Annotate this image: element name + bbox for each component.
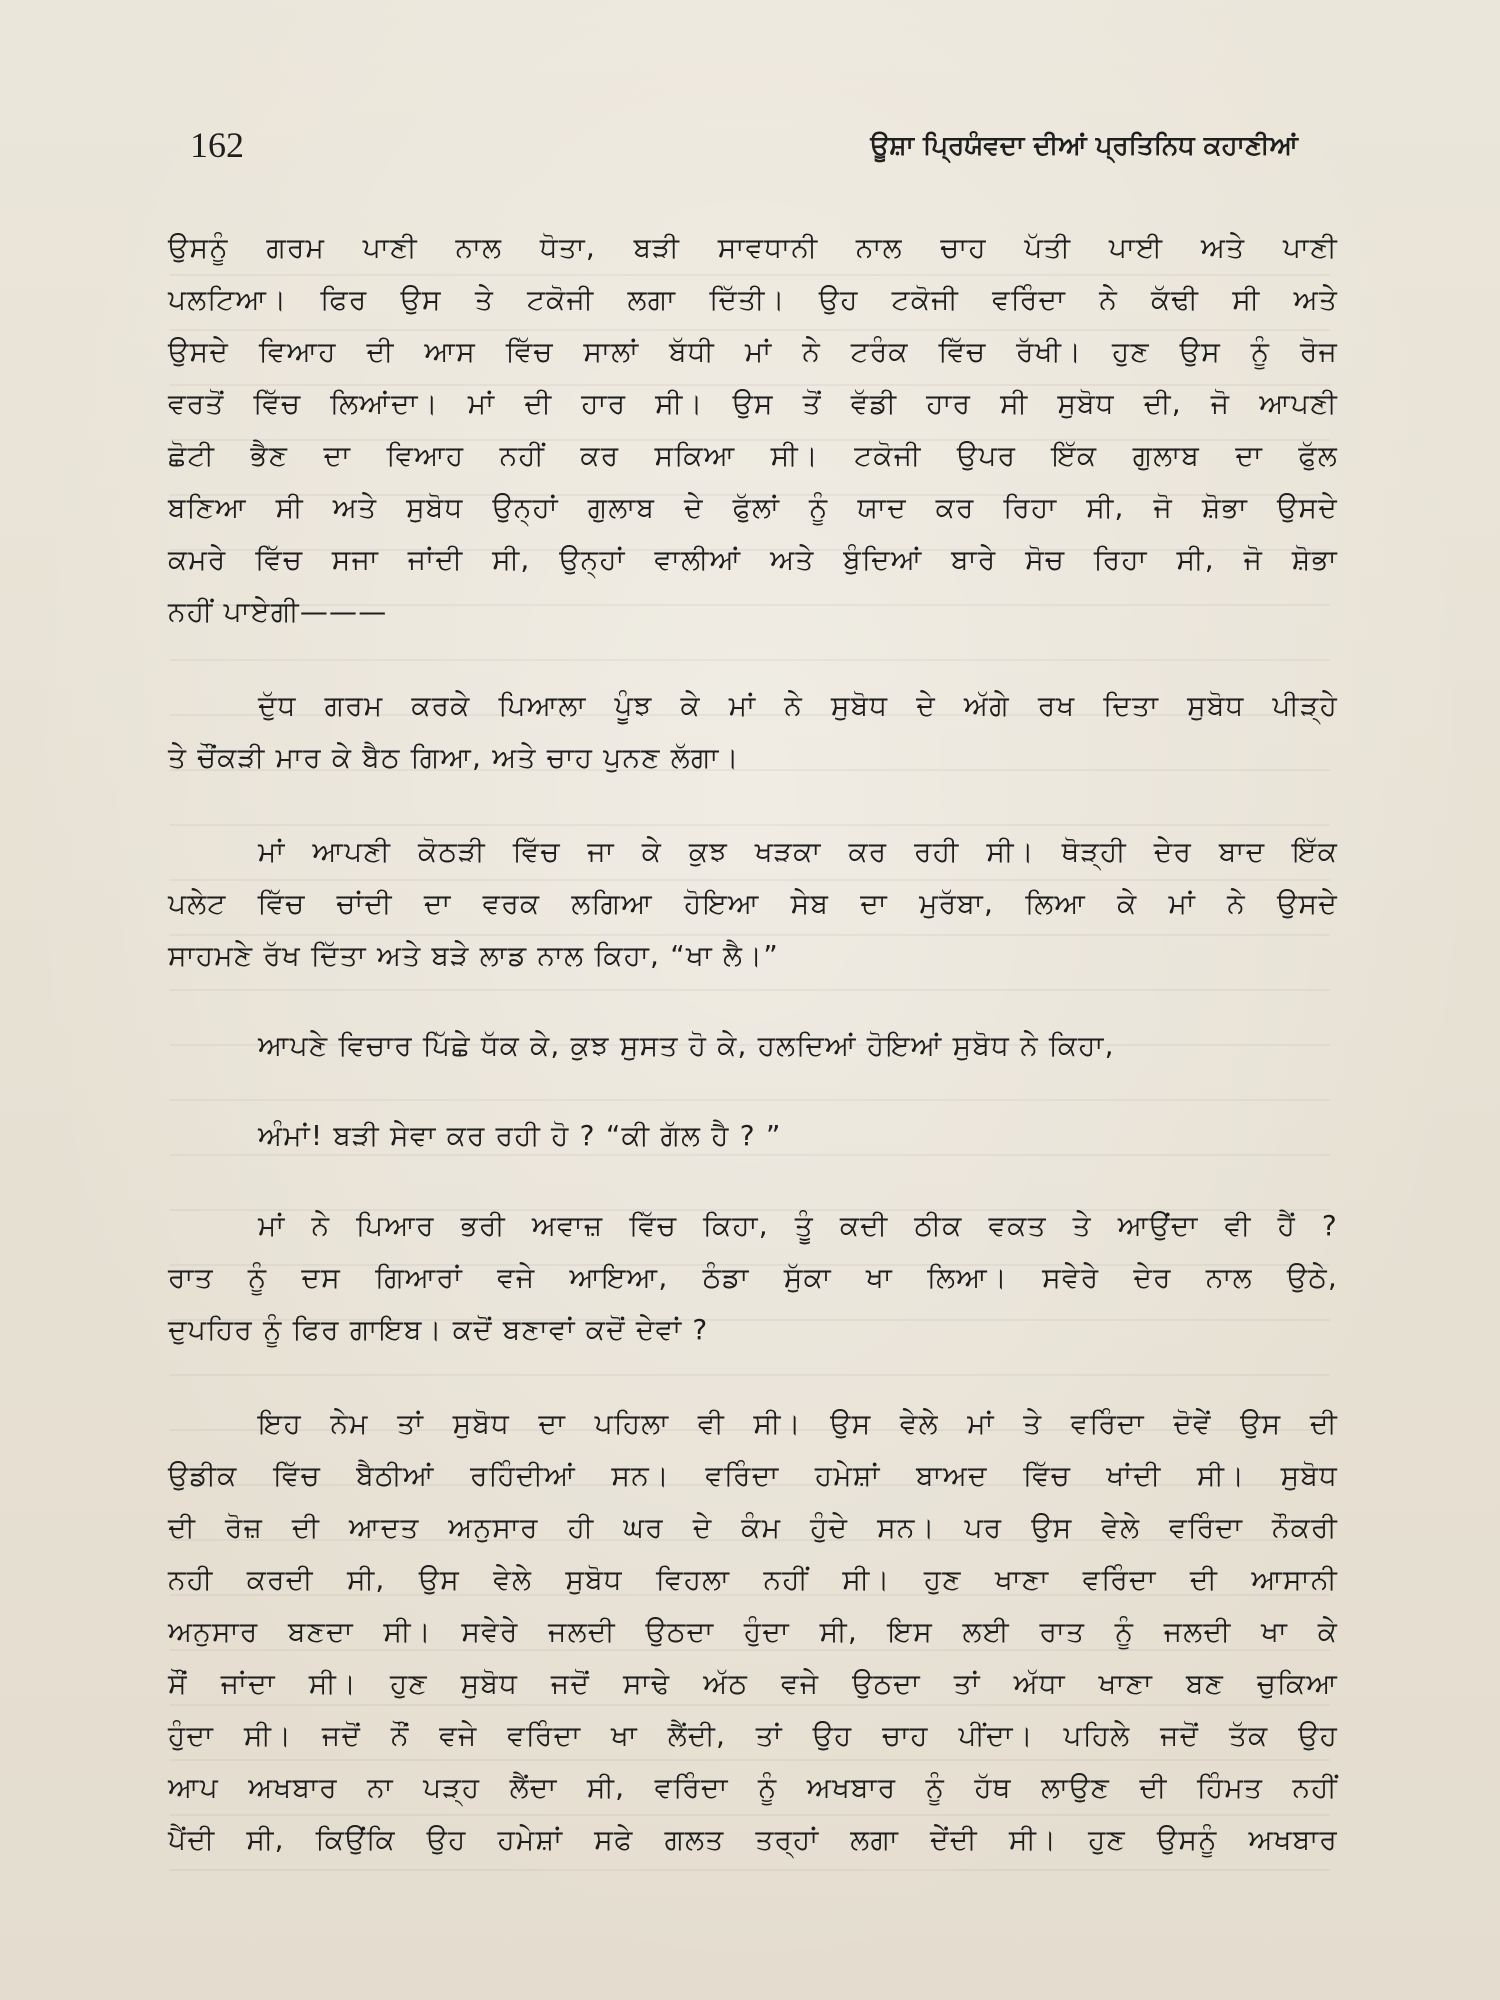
paragraph (168, 1200, 1338, 1356)
text-line: ਸਾਹਮਣੇ ਰੱਖ ਦਿੱਤਾ ਅਤੇ ਬੜੇ ਲਾਡ ਨਾਲ ਕਿਹਾ, “ਖਾ ਲੈ।” (168, 939, 779, 972)
text-line: ਪਲਟਿਆ। ਫਿਰ ਉਸ ਤੇ ਟਕੋਜੀ ਲਗਾ ਦਿੱਤੀ। ਉਹ ਟਕੋਜੀ ਵਰਿੰਦਾ ਨੇ ਕੱਢੀ ਸੀ ਅਤੇ (168, 283, 1338, 316)
text-line: ਬਣਿਆ ਸੀ ਅਤੇ ਸੁਬੋਧ ਉਨ੍ਹਾਂ ਗੁਲਾਬ ਦੇ ਫੁੱਲਾਂ ਨੂੰ ਯਾਦ ਕਰ ਰਿਹਾ ਸੀ, ਜੋ ਸ਼ੋਭਾ ਉਸਦੇ (168, 491, 1338, 524)
text-line: ਹੁੰਦਾ ਸੀ। ਜਦੋਂ ਨੌਂ ਵਜੇ ਵਰਿੰਦਾ ਖਾ ਲੈਂਦੀ, ਤਾਂ ਉਹ ਚਾਹ ਪੀਂਦਾ। ਪਹਿਲੇ ਜਦੋਂ ਤੱਕ ਉਹ (168, 1719, 1338, 1752)
paragraph (168, 680, 1338, 784)
text-line: ਨਹੀਂ ਪਾਏਗੀ——— (168, 595, 388, 628)
paragraph (168, 1110, 1338, 1162)
text-line: ਉਸਦੇ ਵਿਆਹ ਦੀ ਆਸ ਵਿੱਚ ਸਾਲਾਂ ਬੱਧੀ ਮਾਂ ਨੇ ਟਰੰਕ ਵਿੱਚ ਰੱਖੀ। ਹੁਣ ਉਸ ਨੂੰ ਰੋਜ (168, 335, 1338, 368)
page-header (190, 120, 1298, 170)
paragraph (168, 826, 1338, 982)
page-number: 162 (190, 125, 244, 165)
paragraph (168, 1020, 1338, 1072)
text-line: ਪੈਂਦੀ ਸੀ, ਕਿਉਂਕਿ ਉਹ ਹਮੇਸ਼ਾਂ ਸਫੇ ਗਲਤ ਤਰ੍ਹਾਂ ਲਗਾ ਦੇਂਦੀ ਸੀ। ਹੁਣ ਉਸਨੂੰ ਅਖਬਾਰ (168, 1823, 1338, 1856)
running-title: ਊਸ਼ਾ ਪ੍ਰਿਯੰਵਦਾ ਦੀਆਂ ਪ੍ਰਤਿਨਿਧ ਕਹਾਣੀਆਂ (870, 131, 1298, 161)
text-line: ਦੀ ਰੋਜ਼ ਦੀ ਆਦਤ ਅਨੁਸਾਰ ਹੀ ਘਰ ਦੇ ਕੰਮ ਹੁੰਦੇ ਸਨ। ਪਰ ਉਸ ਵੇਲੇ ਵਰਿੰਦਾ ਨੌਕਰੀ (168, 1511, 1338, 1544)
text-line: ਮਾਂ ਆਪਣੀ ਕੋਠੜੀ ਵਿੱਚ ਜਾ ਕੇ ਕੁਝ ਖੜਕਾ ਕਰ ਰਹੀ ਸੀ। ਥੋੜ੍ਹੀ ਦੇਰ ਬਾਦ ਇੱਕ (258, 835, 1338, 868)
text-line: ਤੇ ਚੌਂਕੜੀ ਮਾਰ ਕੇ ਬੈਠ ਗਿਆ, ਅਤੇ ਚਾਹ ਪੁਨਣ ਲੱਗਾ। (168, 741, 740, 774)
text-line: ਆਪਣੇ ਵਿਚਾਰ ਪਿੱਛੇ ਧੱਕ ਕੇ, ਕੁਝ ਸੁਸਤ ਹੋ ਕੇ, ਹਲਦਿਆਂ ਹੋਇਆਂ ਸੁਬੋਧ ਨੇ ਕਿਹਾ, (258, 1029, 1115, 1062)
text-line: ਇਹ ਨੇਮ ਤਾਂ ਸੁਬੋਧ ਦਾ ਪਹਿਲਾ ਵੀ ਸੀ। ਉਸ ਵੇਲੇ ਮਾਂ ਤੇ ਵਰਿੰਦਾ ਦੋਵੇਂ ਉਸ ਦੀ (258, 1407, 1338, 1440)
text-line: ਵਰਤੋਂ ਵਿੱਚ ਲਿਆਂਦਾ। ਮਾਂ ਦੀ ਹਾਰ ਸੀ। ਉਸ ਤੋਂ ਵੱਡੀ ਹਾਰ ਸੀ ਸੁਬੋਧ ਦੀ, ਜੋ ਆਪਣੀ (168, 387, 1338, 420)
text-line: ਛੋਟੀ ਭੈਣ ਦਾ ਵਿਆਹ ਨਹੀਂ ਕਰ ਸਕਿਆ ਸੀ। ਟਕੋਜੀ ਉਪਰ ਇੱਕ ਗੁਲਾਬ ਦਾ ਫੁੱਲ (168, 439, 1338, 472)
text-line: ਮਾਂ ਨੇ ਪਿਆਰ ਭਰੀ ਅਵਾਜ਼ ਵਿੱਚ ਕਿਹਾ, ਤੂੰ ਕਦੀ ਠੀਕ ਵਕਤ ਤੇ ਆਉਂਦਾ ਵੀ ਹੈਂ ? (258, 1209, 1338, 1242)
text-line: ਆਪ ਅਖਬਾਰ ਨਾ ਪੜ੍ਹ ਲੈਂਦਾ ਸੀ, ਵਰਿੰਦਾ ਨੂੰ ਅਖਬਾਰ ਨੂੰ ਹੱਥ ਲਾਉਣ ਦੀ ਹਿੰਮਤ ਨਹੀਂ (168, 1771, 1338, 1804)
text-line: ਉਡੀਕ ਵਿੱਚ ਬੈਠੀਆਂ ਰਹਿੰਦੀਆਂ ਸਨ। ਵਰਿੰਦਾ ਹਮੇਸ਼ਾਂ ਬਾਅਦ ਵਿੱਚ ਖਾਂਦੀ ਸੀ। ਸੁਬੋਧ (168, 1459, 1338, 1492)
text-line: ਉਸਨੂੰ ਗਰਮ ਪਾਣੀ ਨਾਲ ਧੋਤਾ, ਬੜੀ ਸਾਵਧਾਨੀ ਨਾਲ ਚਾਹ ਪੱਤੀ ਪਾਈ ਅਤੇ ਪਾਣੀ (168, 231, 1338, 264)
text-line: ਪਲੇਟ ਵਿੱਚ ਚਾਂਦੀ ਦਾ ਵਰਕ ਲਗਿਆ ਹੋਇਆ ਸੇਬ ਦਾ ਮੁਰੱਬਾ, ਲਿਆ ਕੇ ਮਾਂ ਨੇ ਉਸਦੇ (168, 887, 1338, 920)
body-text (168, 222, 1338, 1866)
paragraph (168, 1398, 1338, 1866)
text-line: ਕਮਰੇ ਵਿੱਚ ਸਜਾ ਜਾਂਦੀ ਸੀ, ਉਨ੍ਹਾਂ ਵਾਲੀਆਂ ਅਤੇ ਬੁੰਦਿਆਂ ਬਾਰੇ ਸੋਚ ਰਿਹਾ ਸੀ, ਜੋ ਸ਼ੋਭਾ (168, 543, 1338, 576)
text-line: ਦੁਪਹਿਰ ਨੂੰ ਫਿਰ ਗਾਇਬ। ਕਦੋਂ ਬਣਾਵਾਂ ਕਦੋਂ ਦੇਵਾਂ ? (168, 1313, 709, 1346)
text-line: ਨਹੀ ਕਰਦੀ ਸੀ, ਉਸ ਵੇਲੇ ਸੁਬੋਧ ਵਿਹਲਾ ਨਹੀਂ ਸੀ। ਹੁਣ ਖਾਣਾ ਵਰਿੰਦਾ ਦੀ ਆਸਾਨੀ (168, 1563, 1338, 1596)
text-line: ਸੌਂ ਜਾਂਦਾ ਸੀ। ਹੁਣ ਸੁਬੋਧ ਜਦੋਂ ਸਾਢੇ ਅੱਠ ਵਜੇ ਉਠਦਾ ਤਾਂ ਅੱਧਾ ਖਾਣਾ ਬਣ ਚੁਕਿਆ (168, 1667, 1338, 1700)
text-line: ਅੰਮਾਂ! ਬੜੀ ਸੇਵਾ ਕਰ ਰਹੀ ਹੋ ? “ਕੀ ਗੱਲ ਹੈ ? ” (258, 1119, 782, 1152)
paragraph (168, 222, 1338, 638)
text-line: ਦੁੱਧ ਗਰਮ ਕਰਕੇ ਪਿਆਲਾ ਪੂੰਝ ਕੇ ਮਾਂ ਨੇ ਸੁਬੋਧ ਦੇ ਅੱਗੇ ਰਖ ਦਿਤਾ ਸੁਬੋਧ ਪੀੜ੍ਹੇ (258, 689, 1338, 722)
text-line: ਰਾਤ ਨੂੰ ਦਸ ਗਿਆਰਾਂ ਵਜੇ ਆਇਆ, ਠੰਡਾ ਸੁੱਕਾ ਖਾ ਲਿਆ। ਸਵੇਰੇ ਦੇਰ ਨਾਲ ਉਠੇ, (168, 1261, 1338, 1294)
text-line: ਅਨੁਸਾਰ ਬਣਦਾ ਸੀ। ਸਵੇਰੇ ਜਲਦੀ ਉਠਦਾ ਹੁੰਦਾ ਸੀ, ਇਸ ਲਈ ਰਾਤ ਨੂੰ ਜਲਦੀ ਖਾ ਕੇ (168, 1615, 1338, 1648)
